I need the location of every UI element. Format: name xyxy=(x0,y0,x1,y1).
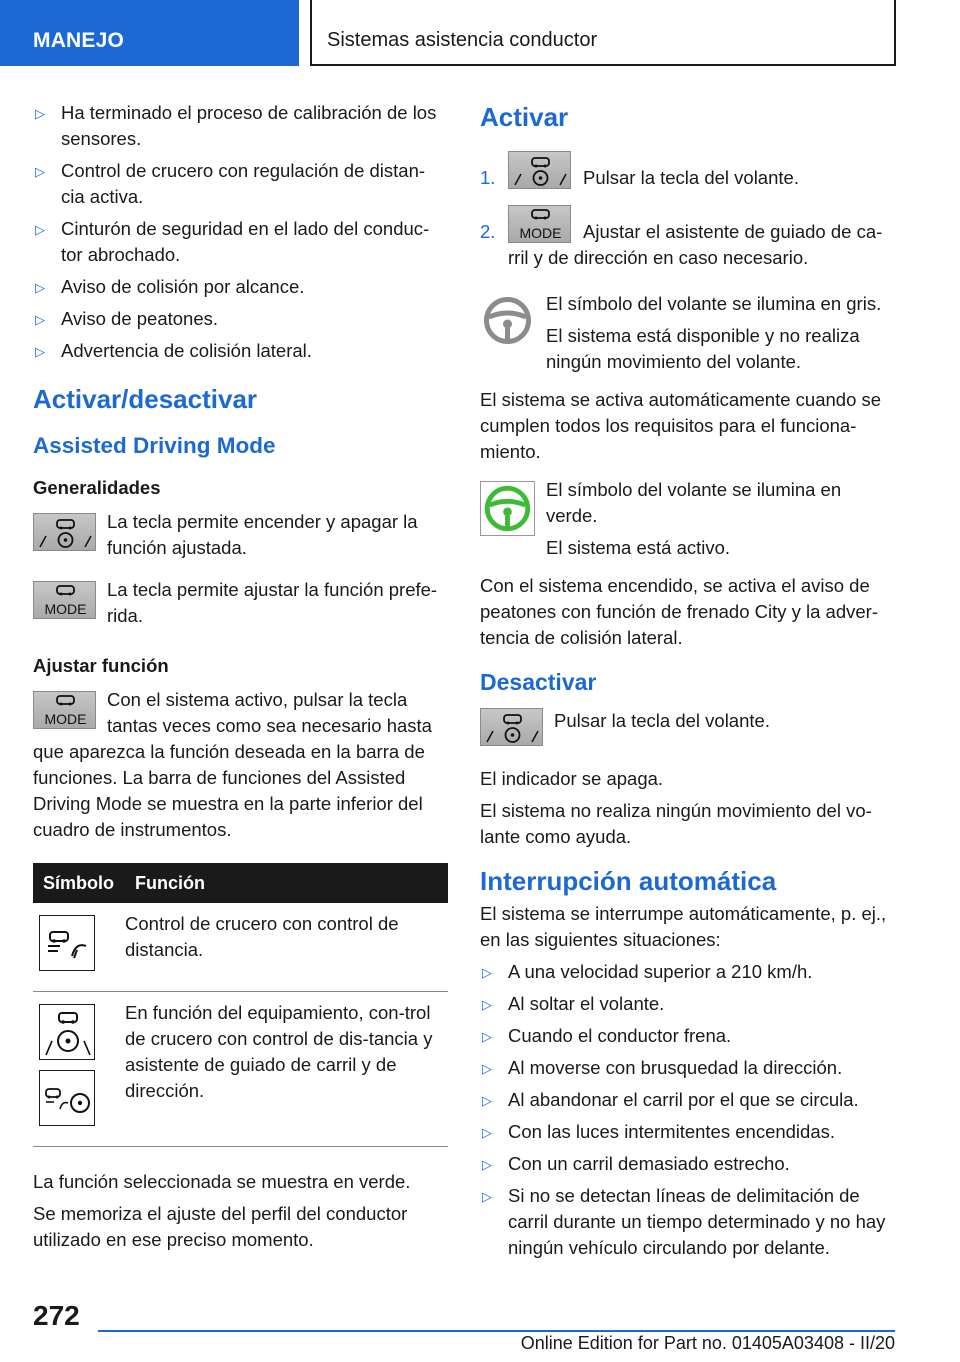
left-column xyxy=(33,100,448,1259)
symbol-table xyxy=(33,863,448,1147)
bullet-triangle-icon: ▷ xyxy=(482,1061,492,1076)
table-cell: Control de crucero con control de distancia. xyxy=(125,903,448,992)
heading-assisted-driving-mode: Assisted Driving Mode xyxy=(33,433,276,458)
right-column xyxy=(480,100,895,1267)
paragraph: Se memoriza el ajuste del perfil del conductor utilizado en ese preciso momento. xyxy=(33,1203,408,1250)
steering-distance-symbol-icon xyxy=(39,1070,95,1126)
heading-generalidades: Generalidades xyxy=(33,477,161,498)
bullet-triangle-icon: ▷ xyxy=(482,1029,492,1044)
bullet-triangle-icon: ▷ xyxy=(482,997,492,1012)
grey-steering-paragraph xyxy=(480,291,895,375)
table-header-function: Función xyxy=(125,863,448,903)
ajustar-paragraph xyxy=(33,687,448,843)
step-1 xyxy=(480,151,895,191)
svg-text:MODE: MODE xyxy=(44,601,87,617)
paragraph: El sistema está disponible y no realiza ningún movimiento del volante. xyxy=(546,325,860,372)
heading-ajustar-funcion: Ajustar función xyxy=(33,655,169,676)
bullet-triangle-icon: ▷ xyxy=(482,1093,492,1108)
deactivate-key-paragraph xyxy=(480,708,895,754)
svg-text:MODE: MODE xyxy=(519,225,562,241)
table-header-symbol: Símbolo xyxy=(33,863,125,903)
requirements-list xyxy=(33,100,448,364)
table-row xyxy=(33,992,448,1147)
step-2 xyxy=(480,205,895,277)
bullet-triangle-icon: ▷ xyxy=(482,1157,492,1172)
bullet-triangle-icon: ▷ xyxy=(35,164,45,179)
bullet-triangle-icon: ▷ xyxy=(35,222,45,237)
step-number: 2. xyxy=(480,221,496,242)
list-item: ▷ Advertencia de colisión lateral. xyxy=(33,338,448,364)
steering-wheel-green-icon xyxy=(480,481,535,536)
mode-key-icon xyxy=(33,691,96,729)
list-item: ▷ A una velocidad superior a 210 km/h. xyxy=(480,959,895,985)
assist-key-icon xyxy=(508,151,571,189)
list-item: ▷ Cuando el conductor frena. xyxy=(480,1023,895,1049)
mode-key-icon xyxy=(33,581,96,619)
list-item: ▷ Al abandonar el carril por el que se circula. xyxy=(480,1087,895,1113)
edition-note: Online Edition for Part no. 01405A03408 - II/20 xyxy=(520,1333,895,1353)
section-tab: MANEJO xyxy=(0,0,299,66)
paragraph: El símbolo del volante se ilumina en verde. xyxy=(546,479,842,526)
page-number: 272 xyxy=(33,1300,80,1331)
paragraph: El sistema está activo. xyxy=(546,537,731,558)
paragraph: El sistema se activa automáticamente cuando se cumplen todos los requisitos para el funciona-miento. xyxy=(480,389,882,462)
steering-wheel-grey-icon xyxy=(480,293,535,348)
paragraph: Con el sistema activo, pulsar la tecla tantas veces como sea necesario hasta que aparezca la función deseada en la barra de funciones. La barra de funciones del Assisted Driving Mode se muestra en la parte inferior del cuadro de instrumentos. xyxy=(33,689,432,840)
interruption-list xyxy=(480,959,895,1261)
bullet-triangle-icon: ▷ xyxy=(482,1125,492,1140)
list-item: ▷ Ha terminado el proceso de calibración de los sensores. xyxy=(35,102,437,149)
list-item: ▷ Con un carril demasiado estrecho. xyxy=(480,1151,895,1177)
table-cell: En función del equipamiento, con-trol de crucero con control de dis-tancia y asistente de guiado de carril y de dirección. xyxy=(125,992,448,1147)
table-row xyxy=(33,903,448,992)
green-steering-paragraph xyxy=(480,477,895,561)
paragraph: Con el sistema encendido, se activa el aviso de peatones con función de frenado City y la adver-tencia de colisión lateral. xyxy=(480,575,878,648)
paragraph: La tecla permite encender y apagar la función ajustada. xyxy=(107,511,418,558)
distance-cruise-symbol-icon xyxy=(39,915,95,971)
list-item: ▷ Al soltar el volante. xyxy=(480,991,895,1017)
list-item: ▷ Al moverse con brusquedad la dirección. xyxy=(480,1055,895,1081)
bullet-triangle-icon: ▷ xyxy=(482,1189,492,1204)
steering-assist-symbol-icon xyxy=(39,1004,95,1060)
bullet-triangle-icon: ▷ xyxy=(35,312,45,327)
heading-activar-desactivar: Activar/desactivar xyxy=(33,384,258,414)
step-number: 1. xyxy=(480,167,496,188)
list-item: ▷ Si no se detectan líneas de delimitación de carril durante un tiempo determinado y no hay ningún vehículo circulando por delante. xyxy=(482,1185,886,1258)
list-item: ▷ Cinturón de seguridad en el lado del conduc-tor abrochado. xyxy=(35,218,430,265)
section-title: Sistemas asistencia conductor xyxy=(310,0,896,66)
paragraph: El sistema se interrumpe automáticamente, p. ej., en las siguientes situaciones: xyxy=(480,903,887,950)
paragraph: La tecla permite ajustar la función prefe-rida. xyxy=(107,579,438,626)
list-item: ▷ Con las luces intermitentes encendidas. xyxy=(480,1119,895,1145)
paragraph: La función seleccionada se muestra en verde. xyxy=(33,1171,411,1192)
list-item: ▷ Aviso de colisión por alcance. xyxy=(33,274,448,300)
assist-key-icon xyxy=(480,708,543,746)
list-item: ▷ Aviso de peatones. xyxy=(33,306,448,332)
paragraph: El símbolo del volante se ilumina en gris. xyxy=(546,293,882,314)
bullet-triangle-icon: ▷ xyxy=(35,344,45,359)
list-item: ▷ Control de crucero con regulación de distan-cia activa. xyxy=(35,160,426,207)
bullet-triangle-icon: ▷ xyxy=(482,965,492,980)
svg-text:MODE: MODE xyxy=(44,711,87,727)
paragraph: El indicador se apaga. xyxy=(480,768,664,789)
heading-desactivar: Desactivar xyxy=(480,669,597,695)
heading-activar: Activar xyxy=(480,102,569,132)
paragraph: Pulsar la tecla del volante. xyxy=(554,710,770,731)
paragraph: Pulsar la tecla del volante. xyxy=(583,167,799,188)
page-header xyxy=(0,0,960,66)
paragraph: El sistema no realiza ningún movimiento del vo-lante como ayuda. xyxy=(480,800,872,847)
heading-interrupcion: Interrupción automática xyxy=(480,866,777,896)
bullet-triangle-icon: ▷ xyxy=(35,280,45,295)
footer-rule xyxy=(98,1330,895,1332)
onoff-key-paragraph xyxy=(33,509,448,561)
mode-key-paragraph xyxy=(33,577,448,629)
paragraph: Ajustar el asistente de guiado de ca-rril y de dirección en caso necesario. xyxy=(508,221,883,268)
mode-key-icon xyxy=(508,205,571,243)
bullet-triangle-icon: ▷ xyxy=(35,106,45,121)
assist-key-icon xyxy=(33,513,96,551)
